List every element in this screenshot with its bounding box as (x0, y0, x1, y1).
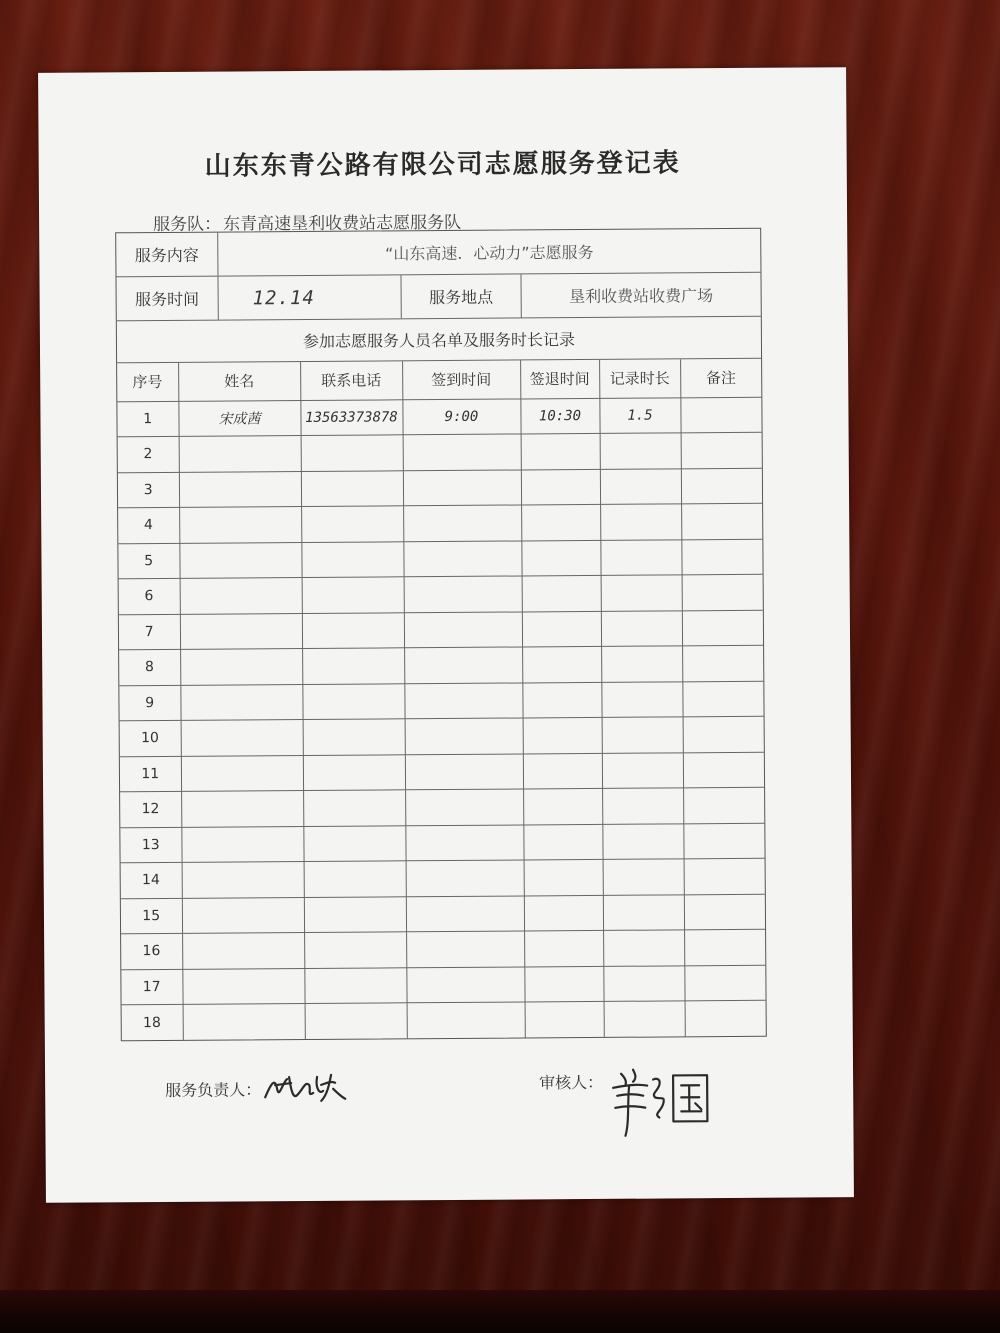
phone-number-cell (302, 577, 404, 613)
service-time-cell (218, 275, 401, 319)
row-number-cell: 6 (119, 578, 180, 614)
row-number-cell: 5 (118, 543, 179, 579)
desk-edge (0, 1290, 1000, 1333)
sign-out-time-cell (522, 646, 601, 682)
row-number-cell: 7 (119, 614, 180, 650)
phone-number-cell (304, 896, 406, 932)
remark-cell (683, 716, 764, 752)
volunteer-name-cell (180, 649, 302, 685)
row-number-cell: 15 (121, 898, 182, 934)
leader-label: 服务负责人： (165, 1079, 262, 1100)
column-header-sign-out: 签退时间 (520, 360, 599, 399)
remark-cell (681, 539, 762, 575)
phone-number-cell (303, 754, 405, 790)
duration-record-cell (603, 965, 684, 1001)
remark-cell (682, 645, 763, 681)
column-header-number: 序号 (117, 363, 178, 401)
sign-in-time-cell (404, 576, 522, 612)
table-row (117, 397, 761, 437)
sign-in-time-cell (403, 540, 521, 576)
row-number-cell: 14 (121, 862, 182, 898)
remark-cell (685, 1000, 766, 1036)
sign-in-time-cell (404, 682, 522, 718)
sign-out-time-cell (522, 611, 601, 647)
sign-out-time-cell (522, 575, 601, 611)
remark-cell (684, 894, 765, 930)
volunteer-name-cell (182, 897, 304, 933)
sign-in-time-cell (406, 895, 524, 931)
phone-number-cell (302, 683, 404, 719)
table-row (121, 894, 765, 934)
sign-in-time-cell (405, 753, 523, 789)
table-row (118, 432, 762, 472)
volunteer-name-cell (183, 1003, 305, 1039)
remark-cell (682, 574, 763, 610)
volunteer-name-cell (182, 968, 304, 1004)
leader-signature (261, 1071, 347, 1106)
sign-out-time-cell (522, 682, 601, 718)
volunteer-roster-table (117, 359, 766, 1040)
sign-out-time-cell (524, 966, 603, 1002)
volunteer-name-cell (181, 755, 303, 791)
sign-out-time-cell: 10:30 (520, 398, 599, 434)
table-row (122, 1000, 766, 1040)
volunteer-name-cell (179, 507, 301, 543)
phone-number-cell (303, 790, 405, 826)
service-time-row (116, 273, 760, 321)
phone-number-cell (305, 1003, 407, 1039)
roster-section-title: 参加志愿服务人员名单及服务时长记录 (117, 317, 761, 363)
volunteer-name-cell (181, 826, 303, 862)
service-time-label: 服务时间 (116, 277, 218, 321)
sign-in-time-cell (405, 789, 523, 825)
volunteer-name-cell (179, 436, 301, 472)
sign-out-time-cell (521, 433, 600, 469)
duration-record-cell (602, 752, 683, 788)
sign-in-time-cell (403, 505, 521, 541)
sign-out-time-cell (524, 895, 603, 931)
service-content-label: 服务内容 (116, 233, 218, 277)
row-number-cell: 4 (118, 507, 179, 543)
row-number-cell: 16 (121, 933, 182, 969)
row-number-cell: 18 (122, 1004, 183, 1040)
sign-in-time-cell (405, 718, 523, 754)
phone-number-cell (302, 648, 404, 684)
phone-number-cell (303, 719, 405, 755)
table-row (119, 574, 763, 614)
duration-record-cell (604, 1001, 685, 1037)
column-header-remark: 备注 (680, 359, 761, 398)
volunteer-name-cell (182, 861, 304, 897)
row-number-cell: 13 (120, 827, 181, 863)
volunteer-name-cell (181, 791, 303, 827)
sign-out-time-cell (523, 753, 602, 789)
sign-out-time-cell (521, 469, 600, 505)
duration-record-cell (600, 468, 681, 504)
service-time-value: 12.14 (252, 286, 315, 309)
roster-body (117, 397, 765, 1040)
row-number-cell: 2 (118, 436, 179, 472)
volunteer-name-cell (179, 471, 301, 507)
sign-in-time-cell (406, 931, 524, 967)
table-row (120, 823, 764, 863)
phone-number-cell (304, 861, 406, 897)
remark-cell (683, 752, 764, 788)
reviewer-signature (603, 1063, 724, 1144)
form-title: 山东东青公路有限公司志愿服务登记表 (204, 148, 681, 182)
sign-in-time-cell (407, 1002, 525, 1038)
duration-record-cell (601, 646, 682, 682)
volunteer-name-cell (182, 932, 304, 968)
duration-record-cell (600, 433, 681, 469)
phone-number-cell (301, 541, 403, 577)
table-row (121, 929, 765, 969)
sign-in-time-cell (405, 824, 523, 860)
phone-number-cell (301, 435, 403, 471)
phone-number-cell (303, 825, 405, 861)
table-row (121, 965, 765, 1005)
sign-out-time-cell (523, 717, 602, 753)
reviewer-label: 审核人： (539, 1072, 604, 1093)
duration-record-cell (602, 788, 683, 824)
registration-form-paper (38, 67, 854, 1203)
phone-number-cell (301, 506, 403, 542)
table-row (121, 858, 765, 898)
service-location-label: 服务地点 (401, 274, 521, 318)
remark-cell (682, 681, 763, 717)
row-number-cell: 12 (120, 791, 181, 827)
service-team-label: 服务队： (153, 214, 222, 236)
duration-record-cell: 1.5 (599, 397, 680, 433)
row-number-cell: 10 (120, 720, 181, 756)
sign-in-time-cell (404, 611, 522, 647)
sign-out-time-cell (521, 540, 600, 576)
sign-in-time-cell: 9:00 (402, 398, 520, 434)
remark-cell (681, 432, 762, 468)
sign-out-time-cell (521, 504, 600, 540)
phone-number-cell (301, 470, 403, 506)
remark-cell (682, 610, 763, 646)
remark-cell (684, 965, 765, 1001)
table-row (118, 503, 762, 543)
table-row (118, 468, 762, 508)
sign-out-time-cell (523, 788, 602, 824)
duration-record-cell (603, 930, 684, 966)
sign-out-time-cell (524, 930, 603, 966)
leader-signature-area (165, 1071, 347, 1106)
duration-record-cell (600, 539, 681, 575)
duration-record-cell (602, 823, 683, 859)
table-row (120, 716, 764, 756)
service-team-value: 东青高速垦利收费站志愿服务队 (223, 212, 462, 235)
sign-in-time-cell (406, 860, 524, 896)
table-row (119, 681, 763, 721)
row-number-cell: 11 (120, 756, 181, 792)
service-location-value: 垦利收费站收费广场 (569, 286, 714, 307)
volunteer-name-cell (179, 542, 301, 578)
roster-header-row (117, 359, 761, 401)
column-header-name: 姓名 (178, 362, 300, 401)
duration-record-cell (602, 717, 683, 753)
sign-in-time-cell (403, 469, 521, 505)
column-header-duration: 记录时长 (599, 359, 680, 398)
volunteer-name-cell (180, 578, 302, 614)
table-row (119, 610, 763, 650)
volunteer-name-cell (180, 613, 302, 649)
remark-cell (683, 823, 764, 859)
volunteer-name-cell (181, 720, 303, 756)
service-content-row (116, 229, 760, 277)
remark-cell (684, 858, 765, 894)
phone-number-cell: 13563373878 (300, 399, 402, 435)
duration-record-cell (601, 681, 682, 717)
remark-cell (681, 503, 762, 539)
table-row (118, 539, 762, 579)
volunteer-name-cell: 宋成茜 (178, 400, 300, 436)
sign-out-time-cell (525, 1001, 604, 1037)
phone-number-cell (304, 967, 406, 1003)
duration-record-cell (603, 894, 684, 930)
service-content-value: “山东高速．心动力”志愿服务 (384, 242, 594, 264)
column-header-sign-in: 签到时间 (402, 360, 520, 399)
table-row (119, 645, 763, 685)
registration-sheet (115, 228, 767, 1041)
row-number-cell: 17 (121, 969, 182, 1005)
table-row (120, 787, 764, 827)
sign-in-time-cell (404, 647, 522, 683)
column-header-phone: 联系电话 (300, 361, 402, 400)
remark-cell (680, 397, 761, 433)
reviewer-signature-area (539, 1063, 724, 1144)
row-number-cell: 1 (117, 401, 178, 437)
table-row (120, 752, 764, 792)
duration-record-cell (600, 504, 681, 540)
duration-record-cell (601, 575, 682, 611)
row-number-cell: 8 (119, 649, 180, 685)
sign-in-time-cell (403, 434, 521, 470)
phone-number-cell (302, 612, 404, 648)
row-number-cell: 3 (118, 472, 179, 508)
remark-cell (681, 468, 762, 504)
duration-record-cell (601, 610, 682, 646)
sign-out-time-cell (524, 859, 603, 895)
volunteer-name-cell (180, 684, 302, 720)
sign-out-time-cell (523, 824, 602, 860)
sign-in-time-cell (406, 966, 524, 1002)
remark-cell (684, 929, 765, 965)
remark-cell (683, 787, 764, 823)
row-number-cell: 9 (119, 685, 180, 721)
phone-number-cell (304, 932, 406, 968)
duration-record-cell (603, 859, 684, 895)
